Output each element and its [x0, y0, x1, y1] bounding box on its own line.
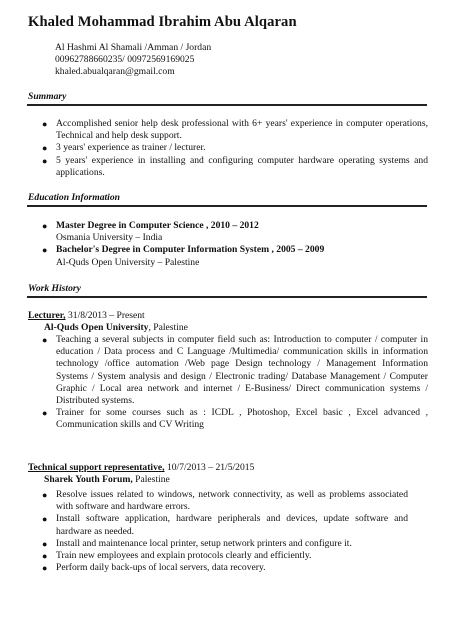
job-dates: 31/8/2013 – Present	[65, 310, 145, 321]
candidate-name: Khaled Mohammad Ibrahim Abu Alqaran	[28, 14, 297, 30]
list-item	[38, 244, 428, 268]
job-dates: 10/7/2013 – 21/5/2015	[164, 462, 255, 473]
bullet-icon: ●	[42, 155, 48, 166]
bullet-icon: ●	[42, 119, 48, 129]
bullet-icon: ●	[42, 221, 48, 231]
organization-location: , Palestine	[148, 322, 188, 333]
bullet-icon: ●	[42, 335, 48, 345]
work-divider	[27, 296, 427, 298]
bullet-icon: ●	[42, 514, 48, 525]
list-item	[38, 220, 428, 244]
summary-divider	[27, 104, 427, 106]
list-item: ● Teaching a several subjects in computer field such as: Introduction to computer / computer in education / Data process and C Language /Multimedia/ communication skills in information technology /office automation /Web page Design technology / Management Information Systems / System analysis and design / Electronic trading/ Database Management / Computer Graphic / Local area network and internet / E-Business/ Direct communication systems / Distributed systems.	[42, 334, 428, 407]
organization-location: Palestine	[132, 474, 170, 485]
list-item: ● Accomplished senior help desk professional with 6+ years' experience in computer operations, Technical and help desk support.	[42, 118, 428, 142]
phone-numbers: 00962788660235/ 00972569169025	[55, 54, 195, 65]
job-header	[28, 462, 254, 474]
job-organization	[44, 474, 170, 486]
job-header	[28, 310, 145, 322]
address: Al Hashmi Al Shamali /Amman / Jordan	[55, 42, 212, 53]
bullet-icon: ●	[42, 563, 48, 574]
organization-name: Sharek Youth Forum,	[44, 474, 133, 485]
summary-list	[38, 118, 428, 179]
email: khaled.abualqaran@gmail.com	[55, 66, 175, 77]
list-item: ● Install software application, hardware peripherals and devices, update software and hardware as needed.	[42, 513, 408, 537]
job-organization	[44, 322, 188, 334]
bullet-icon: ●	[42, 245, 48, 256]
degree: Bachelor's Degree in Computer Information System , 2005 – 2009	[56, 244, 325, 256]
list-item: ● Resolve issues related to windows, network connectivity, as well as problems associated with software and hardware errors.	[42, 489, 408, 513]
work-heading: Work History	[28, 283, 81, 294]
education-heading: Education Information	[28, 192, 120, 203]
list-item: ● 3 years' experience as trainer / lecturer.	[42, 142, 206, 154]
list-item: ● Perform daily back-ups of local servers, data recovery.	[42, 562, 266, 574]
bullet-icon: ●	[42, 538, 48, 549]
bullet-icon: ●	[42, 143, 48, 154]
list-item: ● Trainer for some courses such as : ICDL , Photoshop, Excel basic , Excel advanced , Communication skills and CV Writing	[42, 407, 428, 431]
education-divider	[27, 205, 427, 207]
degree: Master Degree in Computer Science , 2010 – 2012	[56, 220, 259, 231]
summary-heading: Summary	[28, 91, 67, 102]
school: Osmania University – India	[56, 232, 163, 244]
bullet-icon: ●	[42, 490, 48, 500]
job-title: Technical support representative,	[28, 462, 165, 473]
list-item: ● Install and maintenance local printer, setup network printers and configure it.	[42, 537, 352, 549]
bullet-icon: ●	[42, 551, 48, 562]
bullet-icon: ●	[42, 408, 48, 419]
list-item: ● 5 years' experience in installing and configuring computer hardware operating systems and applications.	[42, 154, 428, 178]
education-list	[38, 220, 428, 269]
list-item: ● Train new employees and explain protocols clearly and efficiently.	[42, 550, 312, 562]
organization-name: Al-Quds Open University	[44, 322, 149, 333]
job-duties-list	[38, 334, 428, 432]
school: Al-Quds Open University – Palestine	[56, 256, 200, 268]
job-duties-list	[38, 489, 408, 574]
job-title: Lecturer,	[28, 310, 66, 321]
contact-block	[55, 42, 211, 78]
